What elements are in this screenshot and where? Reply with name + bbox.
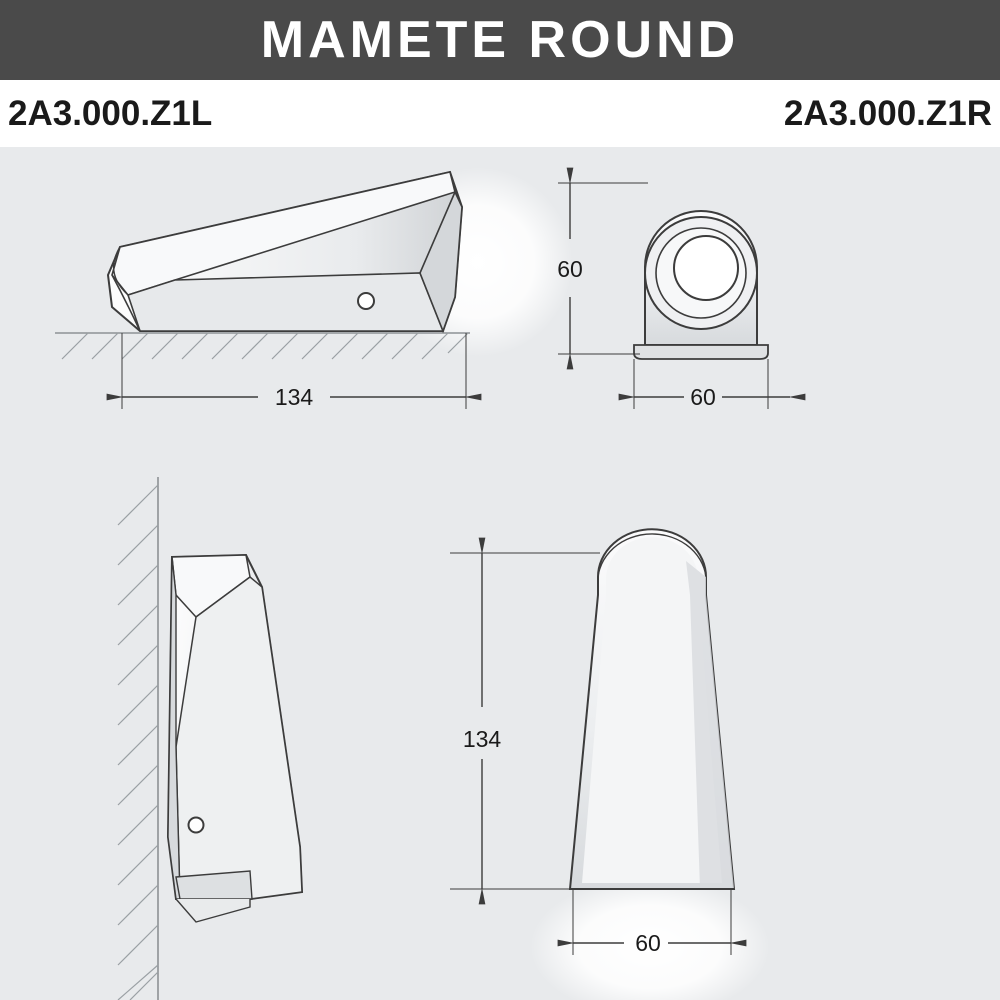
dim-label-134-plan: 134 <box>462 726 502 752</box>
technical-drawing-area <box>0 147 1000 1000</box>
view-top-plan <box>450 529 770 1000</box>
screw-hole <box>358 293 374 309</box>
dim-label-60-width: 60 <box>690 384 716 410</box>
view-front-elevation <box>557 183 790 410</box>
screw-hole-side <box>189 818 204 833</box>
dimension-134-width <box>122 333 466 410</box>
page-title: MAMETE ROUND <box>260 11 740 69</box>
view-wall-mounted-side <box>118 477 302 1000</box>
dim-label-60-plan: 60 <box>635 930 661 956</box>
lens-circle <box>674 236 738 300</box>
dimension-60-width <box>634 359 790 410</box>
title-bar <box>0 0 1000 80</box>
product-code-right: 2A3.000.Z1R <box>783 93 992 133</box>
product-code-left: 2A3.000.Z1L <box>8 93 213 133</box>
product-code-bar <box>0 80 1000 147</box>
dim-label-60-height: 60 <box>557 256 583 282</box>
view-side-elevation <box>55 167 573 410</box>
dimension-60-height <box>557 183 648 354</box>
dim-label-134-top: 134 <box>274 384 314 410</box>
